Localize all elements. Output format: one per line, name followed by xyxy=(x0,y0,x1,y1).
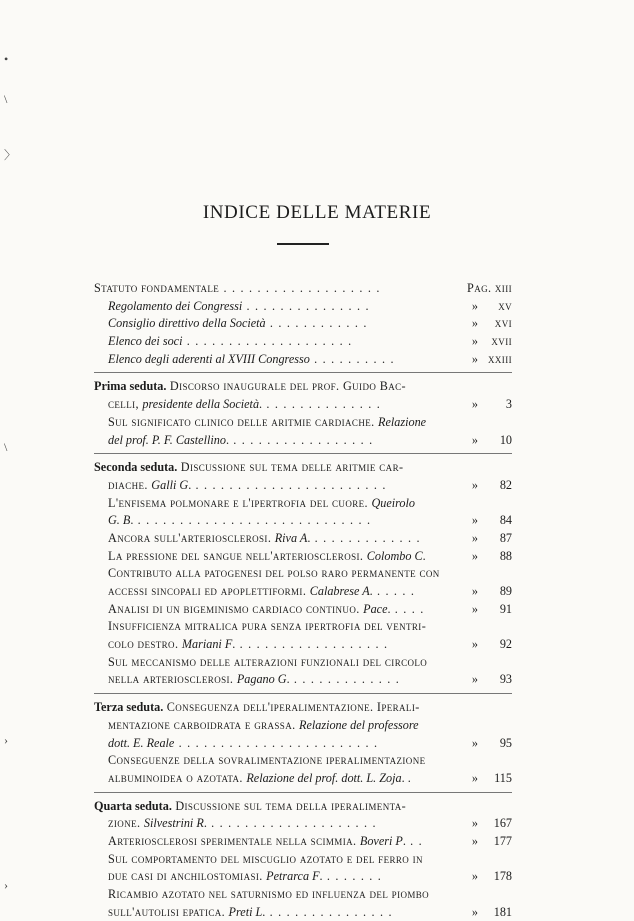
toc-line-seconda-6[interactable] xyxy=(94,548,512,566)
toc-text-segment: Galli G xyxy=(151,477,189,492)
toc-text-segment: . . xyxy=(401,770,411,785)
leader-dots: . . . . . . . . . . . . . xyxy=(289,672,401,687)
toc-text-segment: accessi sincopali ed apoplettiformi. xyxy=(108,584,310,598)
toc-entry-text xyxy=(108,654,431,672)
toc-text-segment: nella arteriosclerosi. xyxy=(108,672,237,687)
toc-text-segment: sull'autolisi epatica. xyxy=(108,904,229,919)
page-number: 3 xyxy=(505,397,512,412)
ditto-mark: » xyxy=(471,316,478,331)
toc-line-quarta-6[interactable] xyxy=(94,886,512,904)
toc-text-segment: Ricambio azotato nel saturnismo ed influenza del piombo xyxy=(108,887,430,901)
leader-dots: . . . . . . . . . . . . . . . . . xyxy=(228,432,374,447)
ditto-mark: » xyxy=(471,351,478,366)
toc-line-prima-3[interactable] xyxy=(94,414,512,432)
toc-line-quarta-1[interactable] xyxy=(94,798,512,816)
title-rule xyxy=(277,243,329,245)
toc-text-segment: Quarta seduta. xyxy=(94,798,172,813)
toc-entry-text xyxy=(108,886,433,904)
toc-entry-text xyxy=(108,432,377,450)
toc-line-prima-2[interactable] xyxy=(94,396,512,414)
toc-text-segment: Consiglio direttivo della Società xyxy=(108,316,266,331)
toc-text-segment: Arteriosclerosi sperimentale nella scimmia. xyxy=(108,833,360,848)
page-title: INDICE DELLE MATERIE xyxy=(202,202,432,223)
toc-line-seconda-5[interactable] xyxy=(94,530,512,548)
toc-text-segment: Discorso inaugurale del prof. Guido Bac- xyxy=(166,379,406,394)
toc-text-segment: Petrarca F xyxy=(266,869,320,884)
leader-dots: . . . . . . . . . . . . xyxy=(265,316,368,331)
toc-entry-text xyxy=(94,798,410,816)
toc-text-segment: Conseguenza dell'iperalimentazione. Iperali- xyxy=(163,700,420,715)
margin-mark: • xyxy=(4,52,9,66)
toc-entry-text xyxy=(108,833,427,851)
toc-text-segment: G. B xyxy=(108,513,131,528)
toc-entry-text xyxy=(108,512,375,530)
toc-entry-text xyxy=(108,904,397,921)
page-number: 93 xyxy=(499,672,512,687)
section-divider xyxy=(94,693,512,694)
ditto-mark: » xyxy=(471,770,478,785)
toc-entry-text xyxy=(108,414,430,432)
toc-text-segment: albuminoidea o azotata. xyxy=(108,770,247,785)
toc-line-seconda-4[interactable] xyxy=(94,512,512,530)
ditto-mark: » xyxy=(471,672,478,687)
ditto-mark: » xyxy=(471,513,478,528)
toc-entry-text xyxy=(108,770,415,788)
section-divider xyxy=(94,372,512,373)
toc-text-segment: . xyxy=(130,513,134,528)
toc-text-segment: . xyxy=(286,672,290,687)
leader-dots: . . . . . . . . . . . . . . xyxy=(262,397,382,412)
section-divider xyxy=(94,453,512,454)
page-number: 167 xyxy=(493,816,512,831)
margin-mark: › xyxy=(4,878,8,892)
page-number: 10 xyxy=(499,432,512,447)
toc-text-segment: . xyxy=(402,833,406,848)
toc-text-segment: zione. xyxy=(108,816,144,831)
ditto-mark: » xyxy=(471,298,478,313)
toc-line-seconda-11[interactable] xyxy=(94,636,512,654)
toc-line-quarta-3[interactable] xyxy=(94,833,512,851)
toc-entry-text xyxy=(108,298,374,316)
leader-dots: . . . . . . . . . . . . . . . . . . . . . . . . xyxy=(174,735,379,750)
toc-text-segment: Sul meccanismo delle alterazioni funzionali del circolo xyxy=(108,654,428,669)
toc-entry-text xyxy=(108,671,404,689)
toc-line-quarta-2[interactable] xyxy=(94,815,512,833)
toc-text-segment: mentazione carboidrata e grassa. xyxy=(108,717,299,732)
leader-dots: . . . . . . . xyxy=(322,869,383,884)
toc-entry-text xyxy=(94,699,424,717)
margin-mark: › xyxy=(4,733,8,747)
toc-line-quarta-4[interactable] xyxy=(94,851,512,869)
leader-dots: . . . . xyxy=(390,601,425,616)
toc-line-terza-4[interactable] xyxy=(94,752,512,770)
toc-text-segment: Preti L xyxy=(228,904,263,919)
toc-text-segment: Discussione sul tema della iperalimenta- xyxy=(171,798,407,813)
toc-text-segment: . xyxy=(422,548,426,563)
toc-text-segment: Pace xyxy=(363,601,388,616)
toc-text-segment: celli, xyxy=(108,397,143,412)
ditto-mark: » xyxy=(471,477,478,492)
toc-text-segment: Calabrese A xyxy=(309,584,370,598)
toc-line-seconda-8[interactable] xyxy=(94,583,512,601)
page-number: 92 xyxy=(499,637,512,652)
toc-text-segment: diache. xyxy=(108,477,152,492)
toc-text-segment: . xyxy=(387,601,391,616)
ditto-mark: » xyxy=(471,735,478,750)
leader-dots: . . . . . . . . . . xyxy=(309,351,395,366)
toc-text-segment: Conseguenze della sovralimentazione iperalimentazione xyxy=(108,753,426,768)
toc-text-segment: Sul significato clinico delle aritmie cardiache. xyxy=(108,414,379,429)
toc-line-prima-4[interactable] xyxy=(94,432,512,450)
toc-entry-text xyxy=(108,601,429,619)
toc-entry-text xyxy=(94,459,407,477)
toc-text-segment: Statuto fondamentale xyxy=(94,281,220,295)
toc-entry-text xyxy=(108,548,430,566)
page-number: 84 xyxy=(499,513,512,528)
page-number: 89 xyxy=(499,584,512,598)
page-number: xv xyxy=(498,298,512,313)
toc-text-segment: . xyxy=(225,432,229,447)
leader-dots: . . xyxy=(405,833,423,848)
toc-entry-text xyxy=(108,351,399,369)
page-number: 177 xyxy=(493,833,512,848)
ditto-mark: » xyxy=(471,334,478,349)
toc-text-segment: . xyxy=(188,477,192,492)
page-number: 181 xyxy=(493,904,512,919)
toc-entry-text xyxy=(108,495,419,513)
toc-entry-text xyxy=(108,815,381,833)
table-of-contents xyxy=(94,280,512,921)
toc-line-terza-3[interactable] xyxy=(94,735,512,753)
toc-line-elenco-soci[interactable] xyxy=(94,333,512,351)
toc-entry-text xyxy=(94,280,385,298)
page-number: 91 xyxy=(499,601,512,616)
ditto-mark: » xyxy=(471,601,478,616)
toc-line-seconda-2[interactable] xyxy=(94,477,512,495)
ditto-mark: » xyxy=(471,833,478,848)
toc-text-segment: Colombo C xyxy=(366,548,423,563)
leader-dots: . . . . . . . . . . . . . . . . . . . . xyxy=(182,334,353,349)
page-number: xvi xyxy=(494,316,512,331)
page-number: xvii xyxy=(491,334,512,349)
page-number: 82 xyxy=(499,477,512,492)
toc-text-segment: Queirolo xyxy=(371,495,415,510)
toc-entry-text xyxy=(108,752,430,770)
margin-mark: 〉 xyxy=(4,148,17,162)
toc-entry-text xyxy=(108,618,430,636)
toc-entry-text xyxy=(108,477,391,495)
toc-text-segment: . xyxy=(369,584,373,598)
page-number: xxiii xyxy=(488,351,512,366)
margin-mark: \ xyxy=(4,92,8,106)
toc-text-segment: Seconda seduta. xyxy=(94,460,178,475)
toc-entry-text xyxy=(108,717,423,735)
toc-line-terza-1[interactable] xyxy=(94,699,512,717)
toc-line-regolamento[interactable] xyxy=(94,298,512,316)
ditto-mark: » xyxy=(471,584,478,598)
toc-line-seconda-10[interactable] xyxy=(94,618,512,636)
toc-line-quarta-7[interactable] xyxy=(94,904,512,921)
toc-text-segment: Silvestrini R xyxy=(143,816,204,831)
toc-text-segment: Mariani F xyxy=(181,637,233,652)
toc-text-segment: Ancora sull'arteriosclerosi. xyxy=(108,530,275,545)
leader-dots: . . . . . . . . . . . . . . . . . . . xyxy=(219,281,381,295)
leader-dots: . . . . . . . . . . . . . . . . . . . . . . . . . . . . xyxy=(133,513,372,528)
toc-entry-text xyxy=(108,530,425,548)
ditto-mark: » xyxy=(471,816,478,831)
leader-dots: . . . . . . . . . . . . . . . . . . . . xyxy=(206,816,377,831)
toc-line-seconda-9[interactable] xyxy=(94,601,512,619)
ditto-mark: » xyxy=(471,432,478,447)
toc-entry-text xyxy=(108,851,427,869)
toc-entry-text xyxy=(108,315,372,333)
toc-text-segment: Sul comportamento del miscuglio azotato e del ferro in xyxy=(108,851,423,866)
ditto-mark: » xyxy=(471,637,478,652)
toc-line-elenco-aderenti[interactable] xyxy=(94,351,512,369)
toc-entry-text xyxy=(108,735,382,753)
toc-text-segment: Contributo alla patogenesi del polso raro permanente con xyxy=(108,566,440,581)
toc-line-terza-2[interactable] xyxy=(94,717,512,735)
ditto-mark: » xyxy=(471,548,478,563)
toc-text-segment: . xyxy=(203,816,207,831)
toc-text-segment: Relazione del professore xyxy=(299,717,419,732)
section-divider xyxy=(94,792,512,793)
toc-entry-text xyxy=(108,868,386,886)
toc-text-segment: Regolamento dei Congressi xyxy=(108,298,243,313)
toc-text-segment: dott. E. Reale xyxy=(108,735,175,750)
toc-line-seconda-13[interactable] xyxy=(94,671,512,689)
toc-entry-text xyxy=(108,583,419,601)
toc-text-segment: La pressione del sangue nell'arteriosclerosi. xyxy=(108,548,367,563)
leader-dots: . . . . . . . . . . . . . . . . . . xyxy=(235,637,389,652)
page-number: 178 xyxy=(493,869,512,884)
toc-text-segment: due casi di anchilostomiasi. xyxy=(108,869,267,884)
toc-text-segment: Elenco dei soci xyxy=(108,334,183,349)
toc-text-segment: Prima seduta. xyxy=(94,379,167,394)
ditto-mark: » xyxy=(471,530,478,545)
toc-text-segment: Boveri P xyxy=(359,833,403,848)
toc-text-segment: presidente della Società xyxy=(142,397,260,412)
toc-text-segment: colo destro. xyxy=(108,637,182,652)
leader-dots: . . . . . . . . . . . . . . . xyxy=(265,904,393,919)
toc-line-consiglio[interactable] xyxy=(94,315,512,333)
page-number: 95 xyxy=(499,735,512,750)
toc-text-segment: Pagano G xyxy=(236,672,287,687)
toc-entry-text xyxy=(108,396,385,414)
leader-dots: . . . . . . . . . . . . . xyxy=(310,530,421,545)
toc-line-seconda-1[interactable] xyxy=(94,459,512,477)
toc-text-segment: Riva A xyxy=(274,530,308,545)
toc-text-segment: Terza seduta. xyxy=(94,700,164,715)
toc-line-seconda-3[interactable] xyxy=(94,495,512,513)
toc-text-segment: Relazione del prof. dott. L. Zoja xyxy=(246,770,402,785)
toc-line-seconda-7[interactable] xyxy=(94,565,512,583)
ditto-mark: » xyxy=(471,397,478,412)
toc-entry-text xyxy=(94,378,410,396)
toc-text-segment: Relazione xyxy=(378,414,427,429)
toc-text-segment: . xyxy=(319,869,323,884)
leader-dots: . . . . . . . . . . . . . . . . . . . . . . . xyxy=(191,477,387,492)
page-number: Pag. xiii xyxy=(467,281,512,295)
toc-line-seconda-12[interactable] xyxy=(94,654,512,672)
ditto-mark: » xyxy=(471,869,478,884)
toc-text-segment: . xyxy=(232,637,236,652)
leader-dots: . . . . . xyxy=(372,584,416,598)
page-number: 115 xyxy=(494,770,512,785)
toc-entry-text xyxy=(108,333,356,351)
page-number: 87 xyxy=(499,530,512,545)
toc-entry-text xyxy=(108,565,444,583)
toc-text-segment: Discussione sul tema delle aritmie car- xyxy=(177,460,404,475)
toc-entry-text xyxy=(108,636,392,654)
toc-line-statuto[interactable] xyxy=(94,280,512,298)
toc-text-segment: . xyxy=(259,397,263,412)
toc-line-terza-5[interactable] xyxy=(94,770,512,788)
ditto-mark: » xyxy=(471,904,478,919)
toc-text-segment: . xyxy=(262,904,266,919)
margin-mark: \ xyxy=(4,440,8,454)
toc-line-prima-1[interactable] xyxy=(94,378,512,396)
toc-text-segment: Analisi di un bigeminismo cardiaco continuo. xyxy=(108,601,364,616)
toc-text-segment: Elenco degli aderenti al XVIII Congresso xyxy=(108,351,310,366)
page-number: 88 xyxy=(499,548,512,563)
toc-text-segment: del prof. P. F. Castellino xyxy=(108,432,226,447)
toc-text-segment: Insufficienza mitralica pura senza ipertrofia del ventri- xyxy=(108,619,427,634)
toc-text-segment: . xyxy=(307,530,311,545)
toc-text-segment: L'enfisema polmonare e l'ipertrofia del cuore. xyxy=(108,495,372,510)
leader-dots: . . . . . . . . . . . . . . . xyxy=(242,298,370,313)
toc-line-quarta-5[interactable] xyxy=(94,868,512,886)
